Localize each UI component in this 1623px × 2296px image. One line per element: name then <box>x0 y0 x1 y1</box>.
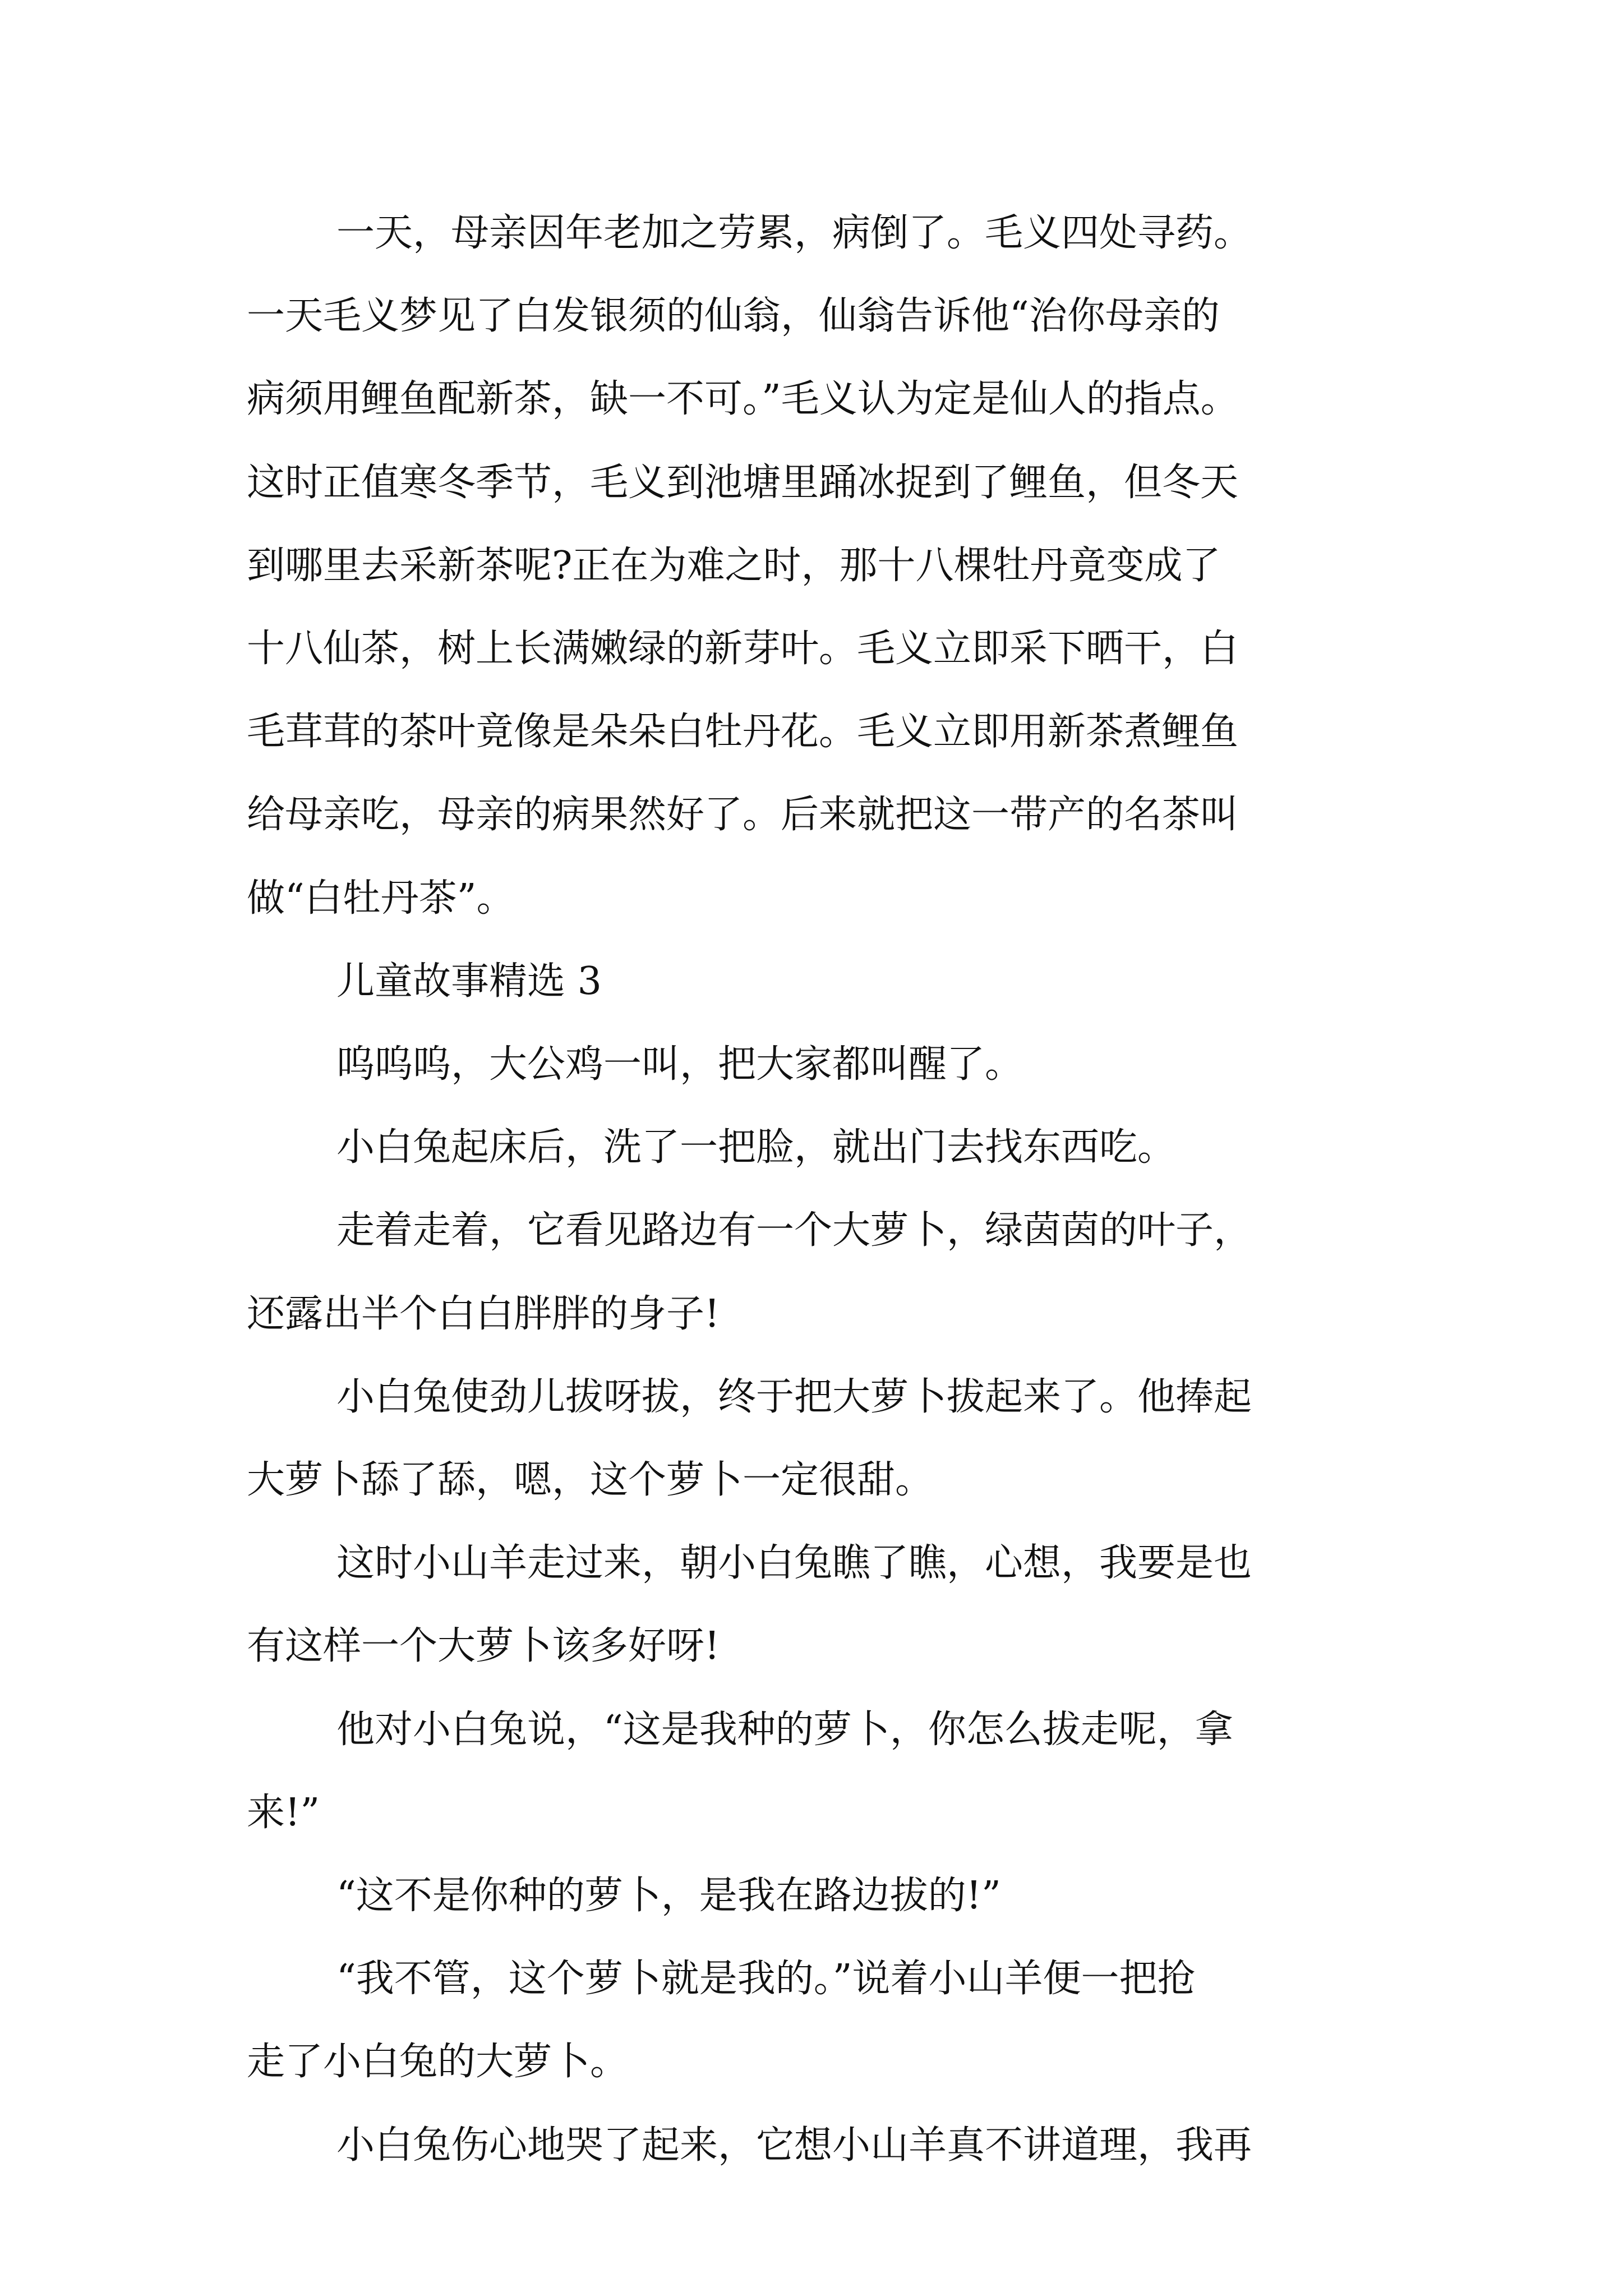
text-line: 一天毛义梦见了白发银须的仙翁，仙翁告诉他“治你母亲的 <box>247 294 1220 339</box>
text-line: “这不是你种的萝卜，是我在路边拔的!” <box>336 1874 1001 1918</box>
text-line: 病须用鲤鱼配新茶，缺一不可。”毛义认为定是仙人的指点。 <box>247 377 1239 422</box>
document-body <box>247 192 1413 2187</box>
text-line: 毛茸茸的茶叶竟像是朵朵白牡丹花。毛义立即用新茶煮鲤鱼 <box>247 710 1239 754</box>
text-line: 小白兔伤心地哭了起来，它想小山羊真不讲道理，我再 <box>336 2123 1252 2168</box>
text-line: 小白兔起床后，洗了一把脸，就出门去找东西吃。 <box>336 1125 1176 1170</box>
text-line: 小白兔使劲儿拔呀拔，终于把大萝卜拔起来了。他捧起 <box>336 1374 1252 1419</box>
text-line: 一天，母亲因年老加之劳累，病倒了。毛义四处寻药。 <box>336 211 1252 255</box>
text-line: 还露出半个白白胖胖的身子! <box>247 1291 720 1336</box>
text-line: 大萝卜舔了舔，嗯，这个萝卜一定很甜。 <box>247 1458 934 1503</box>
text-line: 这时小山羊走过来，朝小白兔瞧了瞧，心想，我要是也 <box>336 1541 1252 1586</box>
text-line: 呜呜呜，大公鸡一叫，把大家都叫醒了。 <box>336 1042 1023 1087</box>
text-line: 十八仙茶，树上长满嫩绿的新芽叶。毛义立即采下晒干，白 <box>247 627 1239 671</box>
text-line: 有这样一个大萝卜该多好呀! <box>247 1624 720 1669</box>
text-line: 做“白牡丹茶”。 <box>247 876 515 921</box>
section-heading: 儿童故事精选 3 <box>336 959 602 1004</box>
text-line: 给母亲吃，母亲的病果然好了。后来就把这一带产的名茶叫 <box>247 793 1239 838</box>
text-line: “我不管，这个萝卜就是我的。”说着小山羊便一把抢 <box>336 1957 1196 2001</box>
text-line: 到哪里去采新茶呢?正在为难之时，那十八棵牡丹竟变成了 <box>247 543 1221 588</box>
text-line: 这时正值寒冬季节，毛义到池塘里踊冰捉到了鲤鱼，但冬天 <box>247 460 1239 505</box>
text-line: 来!” <box>247 1790 320 1835</box>
text-line: 他对小白兔说，“这是我种的萝卜，你怎么拔走呢，拿 <box>336 1707 1233 1752</box>
text-line: 走着走着，它看见路边有一个大萝卜，绿茵茵的叶子， <box>336 1208 1252 1253</box>
text-line: 走了小白兔的大萝卜。 <box>247 2040 629 2085</box>
